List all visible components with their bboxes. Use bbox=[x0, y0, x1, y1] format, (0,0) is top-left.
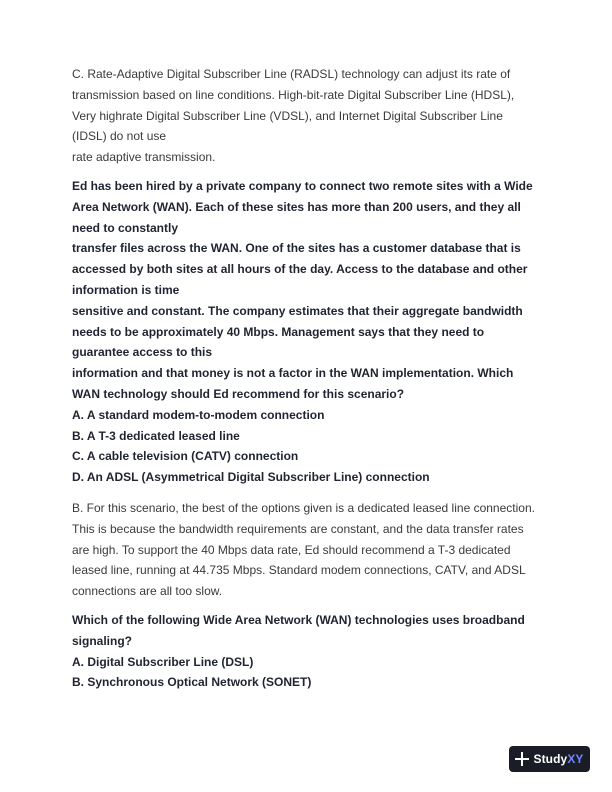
answer-explanation-radsl bbox=[72, 64, 540, 168]
text-line: are high. To support the 40 Mbps data rate, Ed should recommend a T-3 dedicated bbox=[72, 542, 511, 557]
document-page bbox=[72, 64, 540, 703]
answer-options bbox=[72, 652, 540, 694]
question-line: WAN technology should Ed recommend for this scenario? bbox=[72, 386, 405, 401]
question-broadband-signaling bbox=[72, 610, 540, 652]
studyxy-badge[interactable] bbox=[509, 746, 590, 772]
answer-options bbox=[72, 405, 540, 488]
question-line: Which of the following Wide Area Network (WAN) technologies uses broadband bbox=[72, 612, 525, 627]
option-a: A. Digital Subscriber Line (DSL) bbox=[72, 654, 254, 669]
question-line: accessed by both sites at all hours of the day. Access to the database and other bbox=[72, 262, 528, 277]
question-line: information is time bbox=[72, 282, 180, 297]
option-c: C. A cable television (CATV) connection bbox=[72, 449, 299, 464]
question-line: information and that money is not a factor in the WAN implementation. Which bbox=[72, 366, 514, 381]
question-line: guarantee access to this bbox=[72, 345, 213, 360]
question-line: Ed has been hired by a private company to connect two remote sites with a Wide bbox=[72, 178, 533, 193]
text-line: connections are all too slow. bbox=[72, 584, 223, 599]
question-line: Area Network (WAN). Each of these sites has more than 200 users, and they all bbox=[72, 199, 521, 214]
answer-explanation-t3 bbox=[72, 498, 540, 602]
text-line: This is because the bandwidth requirements are constant, and the data transfer rates bbox=[72, 521, 524, 536]
option-b: B. A T-3 dedicated leased line bbox=[72, 428, 240, 443]
text-line: B. For this scenario, the best of the options given is a dedicated leased line connection. bbox=[72, 500, 535, 515]
option-b: B. Synchronous Optical Network (SONET) bbox=[72, 675, 312, 690]
question-line: transfer files across the WAN. One of the sites has a customer database that is bbox=[72, 241, 521, 256]
brand-main: Study bbox=[533, 752, 568, 766]
question-line: signaling? bbox=[72, 633, 132, 648]
text-line: C. Rate-Adaptive Digital Subscriber Line (RADSL) technology can adjust its rate of bbox=[72, 67, 511, 81]
text-line: Very highrate Digital Subscriber Line (VDSL), and Internet Digital Subscriber Line bbox=[72, 108, 503, 123]
brand-accent: XY bbox=[567, 752, 584, 766]
text-line: rate adaptive transmission. bbox=[72, 150, 216, 165]
question-line: sensitive and constant. The company estimates that their aggregate bandwidth bbox=[72, 303, 523, 318]
question-wan-scenario bbox=[72, 176, 540, 405]
option-d: D. An ADSL (Asymmetrical Digital Subscriber Line) connection bbox=[72, 470, 430, 485]
brand-logo-text bbox=[533, 752, 583, 766]
question-line: need to constantly bbox=[72, 220, 179, 235]
text-line: (IDSL) do not use bbox=[72, 129, 167, 144]
option-a: A. A standard modem-to-modem connection bbox=[72, 407, 325, 422]
text-line: transmission based on line conditions. High-bit-rate Digital Subscriber Line (HDSL), bbox=[72, 87, 515, 102]
text-line: leased line, running at 44.735 Mbps. Standard modem connections, CATV, and ADSL bbox=[72, 563, 526, 578]
plus-icon bbox=[515, 752, 529, 766]
question-line: needs to be approximately 40 Mbps. Management says that they need to bbox=[72, 324, 485, 339]
